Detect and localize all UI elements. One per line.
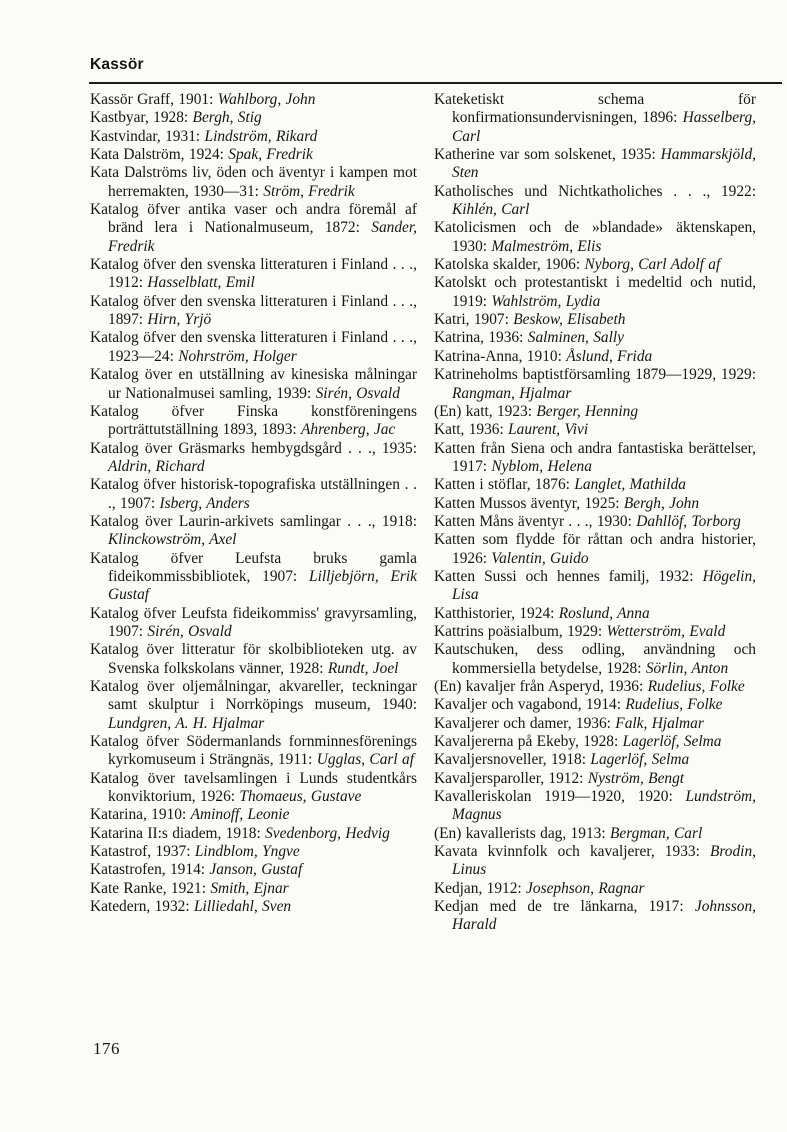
entry-title: Kateketiskt schema för konfirmationsundervisningen, 1896:: [434, 91, 756, 127]
entry-author: Ahrenberg, Jac: [301, 421, 396, 439]
entry-author: Sirén, Osvald: [315, 384, 400, 402]
index-entry: [90, 164, 417, 201]
index-entry: [90, 91, 417, 109]
entry-author: Lagerlöf, Selma: [590, 751, 690, 769]
entry-author: Rangman, Hjalmar: [452, 384, 572, 402]
index-entry: [90, 109, 417, 127]
entry-title: Katalog öfver Södermanlands fornminnesförenings kyrkomuseum i Strängnäs, 1911:: [90, 733, 417, 769]
entry-title: Kata Dalströms liv, öden och äventyr i kampen mot herremakten, 1930—31:: [90, 164, 417, 200]
index-entry: [434, 440, 756, 477]
entry-author: Laurent, Vivi: [508, 421, 589, 439]
entry-author: Nyborg, Carl Adolf af: [584, 256, 721, 274]
index-entry: [90, 146, 417, 164]
index-entry: [434, 751, 756, 769]
entry-author: Lagerlöf, Selma: [622, 733, 722, 751]
entry-author: Johnsson, Harald: [452, 898, 756, 934]
entry-title: Katastrof, 1937:: [90, 843, 195, 861]
entry-title: Kavaljererna på Ekeby, 1928:: [434, 733, 623, 751]
index-entry: [434, 311, 756, 329]
entry-title: Kavaljer och vagabond, 1914:: [434, 696, 626, 714]
index-entry: [434, 274, 756, 311]
entry-author: Nohrström, Holger: [178, 347, 297, 365]
entry-author: Valentin, Guido: [491, 549, 589, 567]
entry-author: Åslund, Frida: [566, 347, 653, 365]
entry-author: Malmeström, Elis: [491, 237, 602, 255]
index-entry: [90, 476, 417, 513]
index-entry: [434, 880, 756, 898]
index-entry: [90, 201, 417, 256]
entry-author: Rundt, Joel: [327, 659, 399, 677]
entry-title: Katrina-Anna, 1910:: [434, 347, 567, 365]
entry-title: Katalog öfver antika vaser och andra föremål af bränd lera i Nationalmuseum, 1872:: [90, 201, 417, 237]
entry-title: Katolicismen och de »blandade» äktenskapen, 1930:: [434, 219, 756, 255]
index-entry: [90, 880, 417, 898]
entry-author: Lilliedahl, Sven: [194, 898, 292, 916]
entry-author: Bergman, Carl: [609, 824, 703, 842]
index-entry: [434, 421, 756, 439]
entry-title: Katalog över Gräsmarks hembygdsgård . . ., 1935:: [90, 439, 417, 457]
entry-author: Ström, Fredrik: [263, 182, 355, 200]
index-entry: [90, 513, 417, 550]
entry-title: Kavaljerer och damer, 1936:: [434, 714, 616, 732]
index-entry: [434, 641, 756, 678]
entry-author: Janson, Gustaf: [209, 861, 303, 879]
index-entry: [90, 641, 417, 678]
entry-author: Falk, Hjalmar: [615, 714, 704, 732]
entry-title: Katalog öfver Leufsta fideikommiss' gravyrsamling, 1907:: [90, 604, 417, 640]
entry-title: Kavata kvinnfolk och kavaljerer, 1933:: [434, 843, 710, 861]
entry-title: Katalog över oljemålningar, akvareller, teckningar samt skulptur i Norrköpings museum, 1940:: [90, 678, 417, 714]
index-entry: [90, 366, 417, 403]
entry-author: Lundström, Magnus: [452, 788, 756, 824]
entry-author: Brodin, Linus: [452, 843, 756, 879]
entry-title: Katalog öfver Leufsta bruks gamla fideikommissbibliotek, 1907:: [90, 549, 417, 585]
entry-author: Sander, Fredrik: [108, 219, 417, 255]
entry-author: Lundgren, A. H. Hjalmar: [108, 714, 265, 732]
index-entry: [434, 678, 756, 696]
index-entry: [90, 898, 417, 916]
index-entry: [434, 825, 756, 843]
index-entry: [434, 403, 756, 421]
index-entry: [434, 366, 756, 403]
entry-title: Katten Mussos äventyr, 1925:: [434, 494, 624, 512]
entry-title: Katalog över Laurin-arkivets samlingar . . ., 1918:: [90, 512, 417, 530]
entry-author: Nyblom, Helena: [491, 457, 592, 475]
index-entry: [90, 678, 417, 733]
entry-title: Kedjan med de tre länkarna, 1917:: [434, 898, 695, 916]
index-entry: [434, 531, 756, 568]
entry-title: Katalog över tavelsamlingen i Lunds studentkårs konviktorium, 1926:: [90, 769, 417, 806]
entry-title: Katolskt och protestantiskt i medeltid och nutid, 1919:: [434, 274, 756, 310]
entry-author: Lindström, Rikard: [204, 127, 318, 145]
entry-author: Wetterström, Evald: [606, 622, 726, 640]
index-entry: [434, 733, 756, 751]
header-rule: [89, 82, 782, 84]
entry-author: Josephson, Ragnar: [526, 879, 645, 897]
entry-author: Ugglas, Carl af: [316, 751, 414, 769]
entry-author: Salminen, Sally: [527, 329, 624, 347]
index-entry: [434, 329, 756, 347]
entry-author: Beskow, Elisabeth: [513, 311, 626, 329]
entry-author: Kihlén, Carl: [452, 201, 530, 219]
entry-author: Berger, Henning: [536, 402, 639, 420]
entry-author: Hasselblatt, Emil: [147, 274, 255, 292]
entry-title: Katarina II:s diadem, 1918:: [90, 824, 266, 842]
entry-title: Katalog öfver den svenska litteraturen i Finland . . ., 1897:: [90, 292, 417, 329]
entry-author: Bergh, Stig: [192, 109, 262, 127]
index-entry: [434, 146, 756, 183]
index-entry: [434, 183, 756, 220]
index-entry: [90, 843, 417, 861]
entry-title: Katalog öfver historisk-topografiska utställningen . . ., 1907:: [90, 476, 417, 512]
entry-title: Katten Måns äventyr . . ., 1930:: [434, 512, 637, 530]
entry-author: Wahlström, Lydia: [491, 292, 601, 310]
index-entry: [434, 348, 756, 366]
entry-title: Katastrofen, 1914:: [90, 861, 210, 879]
entry-author: Lilljebjörn, Erik Gustaf: [108, 567, 418, 604]
entry-title: Kavaljersnoveller, 1918:: [434, 751, 591, 769]
entry-author: Roslund, Anna: [558, 604, 650, 622]
index-entry: [90, 403, 417, 440]
index-entry: [434, 623, 756, 641]
entry-author: Isberg, Anders: [159, 494, 250, 512]
index-entry: [434, 495, 756, 513]
entry-title: (En) kavallerists dag, 1913:: [434, 824, 610, 842]
index-entry: [90, 128, 417, 146]
index-entry: [434, 513, 756, 531]
entry-author: Hammarskjöld, Sten: [452, 146, 756, 182]
index-entry: [434, 788, 756, 825]
entry-title: Kavalleriskolan 1919—1920, 1920:: [434, 788, 686, 806]
entry-author: Smith, Ejnar: [210, 879, 289, 897]
entry-title: Katten som flydde för råttan och andra historier, 1926:: [434, 531, 756, 567]
index-entry: [434, 605, 756, 623]
index-column-right: [434, 91, 756, 935]
entry-author: Nyström, Bengt: [587, 769, 685, 787]
index-entry: [434, 91, 756, 146]
entry-author: Dahllöf, Torborg: [636, 512, 741, 530]
entry-author: Hasselberg, Carl: [452, 109, 756, 145]
entry-title: Kassör Graff, 1901:: [90, 91, 218, 108]
entry-title: Katrina, 1936:: [434, 329, 528, 347]
entry-author: Klinckowström, Axel: [108, 531, 237, 549]
index-entry: [434, 715, 756, 733]
index-entry: [434, 256, 756, 274]
entry-title: Kautschuken, dess odling, användning och kommersiella betydelse, 1928:: [434, 641, 756, 677]
entry-author: Thomaeus, Gustave: [239, 788, 362, 806]
entry-author: Högelin, Lisa: [452, 567, 756, 604]
entry-title: Katalog över en utställning av kinesiska målningar ur Nationalmusei samling, 1939:: [90, 366, 417, 402]
index-entry: [434, 898, 756, 935]
entry-title: Katalog öfver Finska konstföreningens porträttutställning 1893, 1893:: [90, 402, 417, 439]
entry-title: Kattrins poäsialbum, 1929:: [434, 622, 607, 640]
entry-author: Bergh, John: [623, 494, 700, 512]
index-entry: [90, 440, 417, 477]
index-entry: [90, 733, 417, 770]
entry-author: Hirn, Yrjö: [147, 311, 212, 329]
entry-author: Aldrin, Richard: [108, 457, 205, 475]
index-entry: [90, 861, 417, 879]
entry-author: Lindblom, Yngve: [194, 843, 300, 861]
index-entry: [90, 293, 417, 330]
entry-title: Katalog över litteratur för skolbiblioteken utg. av Svenska folkskolans vänner, 1928:: [90, 641, 417, 677]
index-entry: [434, 770, 756, 788]
index-entry: [434, 568, 756, 605]
entry-title: Katt, 1936:: [434, 421, 509, 439]
index-entry: [90, 770, 417, 807]
entry-title: Katalog öfver den svenska litteraturen i Finland . . ., 1923—24:: [90, 329, 417, 365]
entry-title: (En) katt, 1923:: [434, 402, 537, 420]
entry-author: Sirén, Osvald: [147, 622, 232, 640]
entry-author: Rudelius, Folke: [625, 696, 723, 714]
index-entry: [434, 476, 756, 494]
index-entry: [90, 256, 417, 293]
entry-author: Svedenborg, Hedvig: [265, 824, 390, 842]
page-number: 176: [93, 1039, 120, 1058]
entry-author: Langlet, Mathilda: [574, 476, 686, 494]
entry-title: Katarina, 1910:: [90, 806, 191, 824]
entry-title: Kate Ranke, 1921:: [90, 879, 211, 897]
index-entry: [90, 550, 417, 605]
entry-title: Kastbyar, 1928:: [90, 109, 193, 127]
index-entry: [90, 806, 417, 824]
entry-author: Aminoff, Leonie: [190, 806, 290, 824]
entry-title: Katten Sussi och hennes familj, 1932:: [434, 567, 703, 585]
entry-author: Spak, Fredrik: [228, 146, 313, 164]
entry-title: Katrineholms baptistförsamling 1879—1929, 1929:: [434, 366, 756, 384]
entry-author: Wahlborg, John: [217, 91, 316, 108]
index-column-left: [90, 91, 417, 916]
entry-title: Kedjan, 1912:: [434, 879, 527, 897]
entry-author: Sörlin, Anton: [645, 659, 729, 677]
entry-title: Katedern, 1932:: [90, 898, 194, 916]
entry-title: Kata Dalström, 1924:: [90, 146, 229, 164]
entry-title: Katthistorier, 1924:: [434, 604, 559, 622]
entry-title: Katholisches und Nichtkatholiches . . ., 1922:: [434, 182, 756, 200]
index-entry: [90, 329, 417, 366]
index-entry: [434, 219, 756, 256]
entry-title: Katri, 1907:: [434, 311, 514, 329]
entry-title: Kavaljersparoller, 1912:: [434, 769, 588, 787]
entry-title: Katalog öfver den svenska litteraturen i Finland . . ., 1912:: [90, 256, 417, 292]
entry-title: Katolska skalder, 1906:: [434, 256, 585, 274]
index-entry: [90, 825, 417, 843]
index-entry: [434, 843, 756, 880]
index-entry: [434, 696, 756, 714]
entry-title: Katherine var som solskenet, 1935:: [434, 146, 661, 164]
entry-author: Rudelius, Folke: [647, 678, 745, 695]
index-entry: [90, 605, 417, 642]
page-header: Kassör: [90, 56, 144, 73]
entry-title: Katten från Siena och andra fantastiska berättelser, 1917:: [434, 439, 756, 475]
entry-title: Katten i stöflar, 1876:: [434, 476, 575, 494]
entry-title: (En) kavaljer från Asperyd, 1936:: [434, 678, 648, 695]
entry-title: Kastvindar, 1931:: [90, 127, 205, 145]
